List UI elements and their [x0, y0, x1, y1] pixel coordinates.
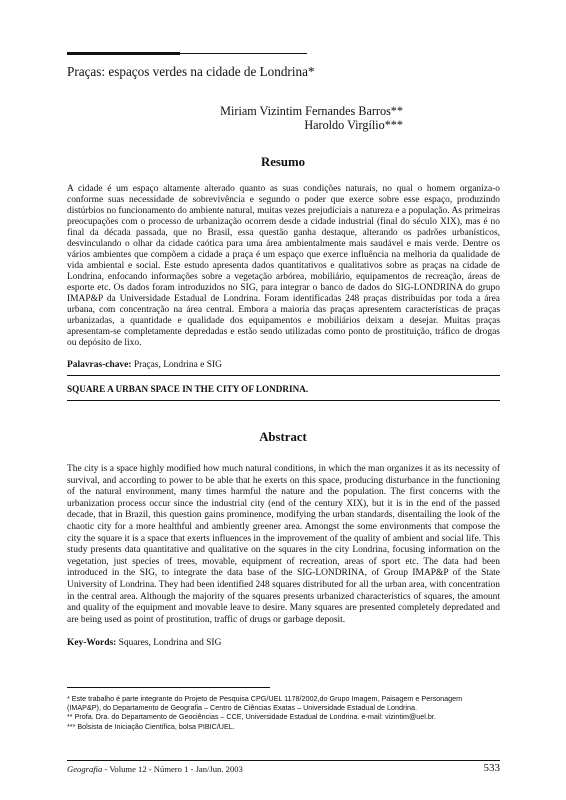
footnote: (IMAP&P), do Departamento de Geografia – Centro de Ciências Exatas – Universidade Estadual de Londrina. [67, 703, 417, 713]
abstract-text: The city is a space highly modified how much natural conditions, in which the man organizes it as its necessity of survival, and according to power to be able that he exerts on this space, producing disturbance in the functioning of the natural environment, many times harmful the nature and the population. The first concerns with the urbanization process occur since the industrial city (end of the century XIX), but it is in the end of the passed decade, that in Brazil, this question gains prominence, modifying the urban standards, disentailing the look of the chaotic city for a more healthful and ambiently greener area. Amongst the some environments that compose the city the square it is a space that exerts influences in the improvement of the quality of ambient and social life. This study presents data quantitative and qualitative on the squares in the city Londrina, focusing information on the vegetation, just species of trees, movable, equipment of recreation, areas of sport etc. The data had been introduced in the SIG, to integrate the data base of the SIG-LONDRINA, of Group IMAP&P of the State University of Londrina. They had been identified 248 squares distributed for all the urban area, with concentration in the central area. Although the majority of the squares presents urbanized characteristics of squares, the amount and quality of the equipment and movable leave to desire. Many squares are presented completely depredated and are being used as point of prostitution, traffic of drugs or garbage deposit. [67, 464, 500, 625]
footnote: ** Profa. Dra. do Departamento de Geociências – CCE, Universidade Estadual de Londrina. e-mail: vizintim@uel.br. [67, 712, 436, 722]
journal-citation [67, 764, 243, 774]
footer-rule [67, 760, 500, 761]
header-rule-thin [180, 53, 307, 54]
abstract-heading: Abstract [259, 430, 307, 444]
keywords-label: Palavras-chave: [67, 360, 132, 370]
footnote: *** Bolsista de Iniciação Científica, bolsa PIBIC/UEL. [67, 721, 235, 731]
journal-name: Geografia [67, 764, 103, 774]
footnote: * Este trabalho é parte integrante do Projeto de Pesquisa CPG/UEL 1178/2002,do Grupo Imagem, Paisagem e Personagem [67, 694, 463, 703]
resumo-text: A cidade é um espaço altamente alterado quanto as suas condições naturais, no qual o homem organiza-o conforme suas necessidade de sobrevivência e segundo o poder que exerce sobre esse espaço, produzindo distúrbios no funcionamento do ambiente natural, muitas vezes prejudiciais a natureza e a população. As primeiras preocupações com o processo de urbanização ocorrem desde a cidade industrial (final do século XIX), mas é no final da década passada, que no Brasil, essa questão ganha destaque, alterando os padrões urbanísticos, desvinculando o olhar da cidade caótica para uma área ambientalmente mais saudável e mais verde. Dentre os vários ambientes que compõem a cidade a praça é um espaço que exerce influência na melhoria da qualidade de vida ambiental e social. Este estudo apresenta dados quantitativos e qualitativos sobre as praças na cidade de Londrina, enfocando informações sobre a vegetação arbórea, mobiliário, equipamentos de recreação, áreas de esporte etc. Os dados foram introduzidos no SIG, para integrar o banco de dados do SIG-LONDRINA do grupo IMAP&P da Universidade Estadual de Londrina. Foram identificadas 248 praças distribuídas por toda a área urbana, com concentração na área central. Embora a maioria das praças apresentem características de praças urbanizadas, a quantidade e qualidade dos equipamentos e mobiliários deixam a desejar. Muitas praças apresentam-se completamente depredadas e estão sendo utilizadas como ponto de prostituição, tráfico de drogas ou depósito de lixo. [67, 184, 500, 348]
footnotes [67, 694, 500, 731]
section-divider [67, 375, 500, 376]
journal-issue: - Volume 12 - Número 1 - Jan/Jun. 2003 [102, 764, 243, 774]
keywords-value: Praças, Londrina e SIG [131, 360, 222, 370]
header-rule-thick [67, 52, 180, 55]
key-words [67, 638, 500, 648]
page-number: 533 [483, 762, 500, 774]
palavras-chave [67, 360, 500, 370]
resumo-heading: Resumo [260, 155, 306, 169]
author-name: Haroldo Virgílio*** [304, 118, 403, 132]
footnote-rule [67, 687, 270, 688]
section-divider [67, 400, 500, 401]
author-name: Miriam Vizintim Fernandes Barros** [220, 104, 403, 118]
keywords-label: Key-Words: [67, 638, 117, 648]
keywords-value: Squares, Londrina and SIG [116, 638, 222, 648]
article-title: Praças: espaços verdes na cidade de Londrina* [67, 64, 315, 79]
english-title: SQUARE A URBAN SPACE IN THE CITY OF LONDRINA. [67, 384, 309, 394]
